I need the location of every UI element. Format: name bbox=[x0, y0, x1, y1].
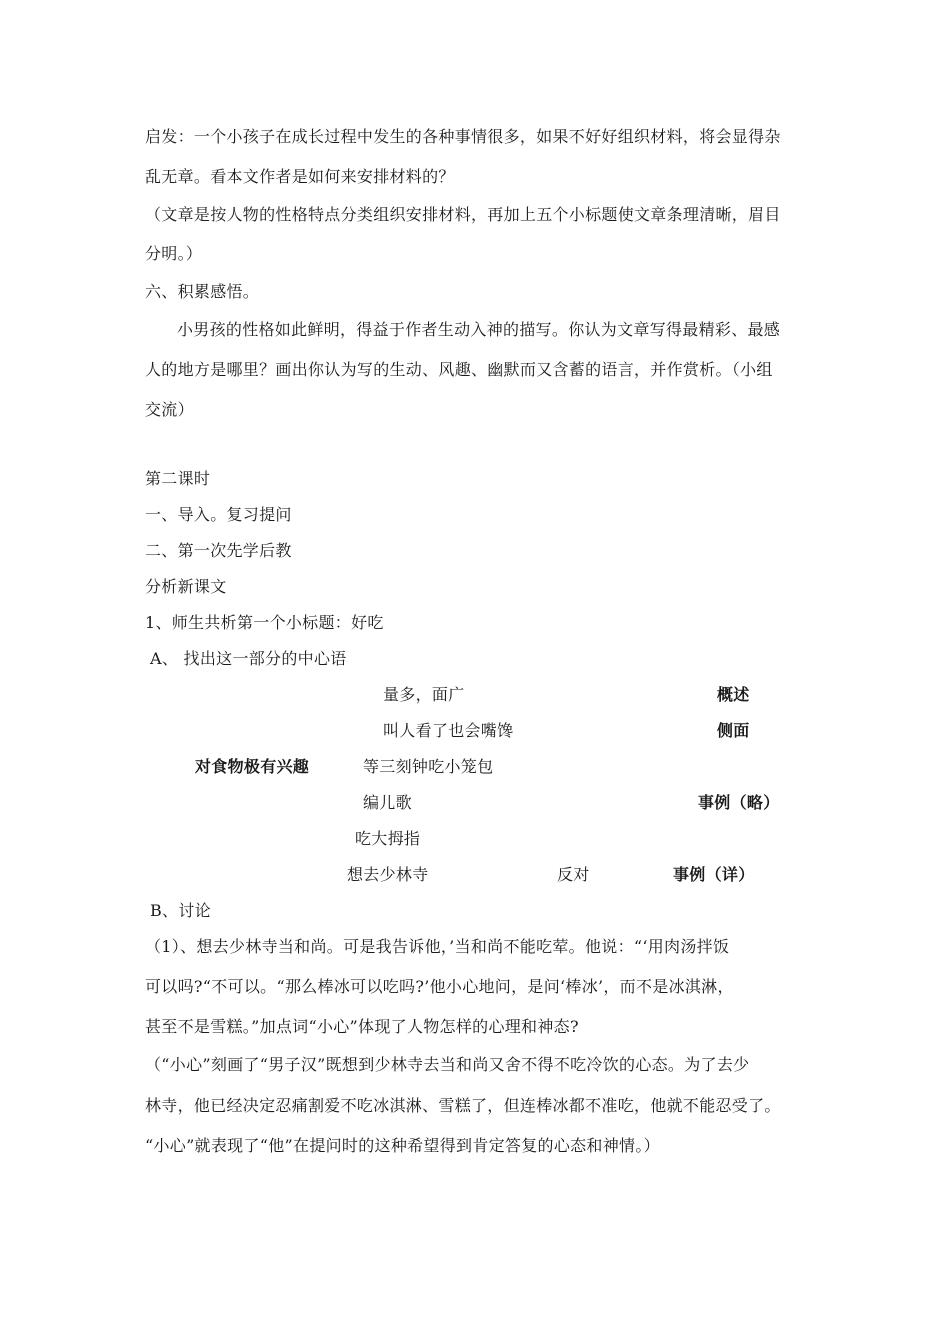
step-one: 一、导入。复习提问 bbox=[145, 505, 292, 524]
paragraph-reflection-line2: 人的地方是哪里？画出你认为写的生动、风趣、幽默而又含蓄的语言，并作赏析。（小组 bbox=[145, 360, 773, 379]
lesson-two-heading: 第二课时 bbox=[145, 469, 211, 488]
diagram-label-detail: 事例（详） bbox=[673, 865, 755, 884]
section-heading-six: 六、积累感悟。 bbox=[145, 282, 260, 301]
item-one: 1、师生共析第一个小标题：好吃 bbox=[145, 613, 384, 632]
diagram-label-brief: 事例（略） bbox=[698, 793, 780, 812]
analysis-heading: 分析新课文 bbox=[145, 577, 227, 596]
diagram-label-side: 侧面 bbox=[717, 721, 750, 740]
diagram-row-6-mid: 反对 bbox=[557, 865, 590, 884]
diagram-row-2: 叫人看了也会嘴馋 bbox=[383, 721, 514, 740]
diagram-row-6: 想去少林寺 bbox=[347, 865, 429, 884]
answer-1-line3: “小心”就表现了“他”在提问时的这种希望得到肯定答复的心态和神情。） bbox=[145, 1136, 660, 1155]
diagram-center-label: 对食物极有兴趣 bbox=[195, 757, 310, 776]
step-two: 二、第一次先学后教 bbox=[145, 541, 292, 560]
answer-1-line2: 林寺，他已经决定忍痛割爱不吃冰淇淋、雪糕了，但连棒冰都不准吃，他就不能忍受了。 bbox=[145, 1096, 781, 1115]
paragraph-reflection-line3: 交流） bbox=[145, 400, 194, 419]
paragraph-inspiration-line2: 乱无章。看本文作者是如何来安排材料的？ bbox=[145, 167, 455, 186]
answer-1-line1: （“小心”刻画了“男子汉”既想到少林寺去当和尚又舍不得不吃冷饮的心态。为了去少 bbox=[145, 1055, 750, 1074]
question-1-line1: （1）、想去少林寺当和尚。可是我告诉他，’当和尚不能吃荤。他说：“‘用肉汤拌饭 bbox=[145, 937, 730, 956]
question-1-line2: 可以吗?“不可以。“那么棒冰可以吃吗?’他小心地问，是问‘棒冰’，而不是冰淇淋， bbox=[145, 977, 734, 996]
paragraph-answer-line2: 分明。） bbox=[145, 244, 203, 263]
item-a: A、 找出这一部分的中心语 bbox=[150, 649, 347, 668]
diagram-row-4: 编儿歌 bbox=[363, 793, 412, 812]
paragraph-reflection-line1: 小男孩的性格如此鲜明，得益于作者生动入神的描写。你认为文章写得最精彩、最感 bbox=[177, 320, 781, 339]
diagram-row-5: 吃大拇指 bbox=[355, 829, 421, 848]
item-b: B、讨论 bbox=[150, 901, 211, 920]
question-1-line3: 甚至不是雪糕。”加点词“小心”体现了人物怎样的心理和神态? bbox=[145, 1017, 579, 1036]
diagram-row-3: 等三刻钟吃小笼包 bbox=[363, 757, 494, 776]
diagram-label-overview: 概述 bbox=[717, 685, 750, 704]
paragraph-inspiration-line1: 启发：一个小孩子在成长过程中发生的各种事情很多，如果不好好组织材料，将会显得杂 bbox=[145, 127, 781, 146]
paragraph-answer-line1: （文章是按人物的性格特点分类组织安排材料，再加上五个小标题使文章条理清晰，眉目 bbox=[145, 205, 781, 224]
diagram-row-1: 量多，面广 bbox=[383, 685, 465, 704]
